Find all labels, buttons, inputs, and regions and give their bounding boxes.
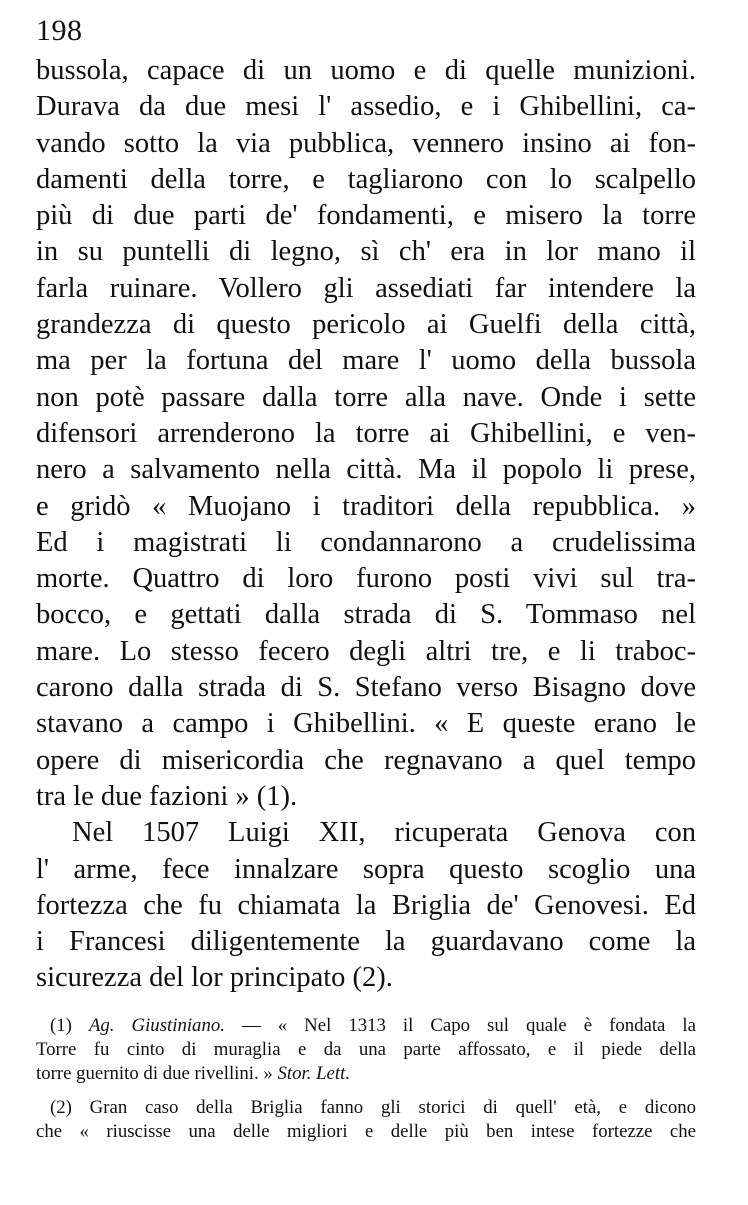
text-line: l' arme, fece innalzare sopra questo scoglio una xyxy=(36,853,696,885)
footnote-2-line: (2) Gran caso della Briglia fanno gli storici di quell' età, e dicono xyxy=(50,1097,696,1118)
text-line: mare. Lo stesso fecero degli altri tre, e li traboc- xyxy=(36,635,696,667)
text-line: in su puntelli di legno, sì ch' era in lor mano il xyxy=(36,236,696,268)
footnote-author: Ag. Giustiniano. xyxy=(88,1015,225,1036)
footnote-text: — « Nel 1313 il Capo sul quale è fondata la xyxy=(241,1015,696,1036)
main-text xyxy=(36,53,696,997)
text-line: farla ruinare. Vollero gli assediati far intendere la xyxy=(36,272,696,304)
page-number: 198 xyxy=(36,14,83,47)
footnote-text: torre guernito di due rivellini. » xyxy=(36,1063,273,1084)
footnote-1-line: Torre fu cinto di muraglia e da una parte affossato, e il piede della xyxy=(36,1039,696,1060)
text-line: Ed i magistrati li condannarono a crudelissima xyxy=(36,526,696,558)
text-line: Nel 1507 Luigi XII, ricuperata Genova con xyxy=(72,817,696,849)
text-line: grandezza di questo pericolo ai Guelfi della città, xyxy=(36,309,696,341)
footnote-marker: (1) xyxy=(50,1015,72,1036)
text-line: Durava da due mesi l' assedio, e i Ghibellini, ca- xyxy=(36,91,696,123)
text-line: vando sotto la via pubblica, vennero insino ai fon- xyxy=(36,127,696,159)
text-line: morte. Quattro di loro furono posti vivi sul tra- xyxy=(36,563,696,595)
text-line: e gridò « Muojano i traditori della repubblica. » xyxy=(36,490,696,522)
text-line: ma per la fortuna del mare l' uomo della bussola xyxy=(36,345,696,377)
text-line: stavano a campo i Ghibellini. « E queste erano le xyxy=(36,708,696,740)
footnote-1-line xyxy=(36,1062,696,1086)
text-line: damenti della torre, e tagliarono con lo scalpello xyxy=(36,163,696,195)
footnote-2-line: che « riuscisse una delle migliori e delle più ben intese fortezze che xyxy=(36,1121,696,1142)
footnote-source: Stor. Lett. xyxy=(277,1063,351,1084)
footnote-1-line xyxy=(36,1014,696,1038)
text-line: opere di misericordia che regnavano a quel tempo xyxy=(36,744,696,776)
text-line: nero a salvamento nella città. Ma il popolo li prese, xyxy=(36,454,696,486)
text-line: non potè passare dalla torre alla nave. Onde i sette xyxy=(36,381,696,413)
text-line: tra le due fazioni » (1). xyxy=(36,780,298,812)
text-line: carono dalla strada di S. Stefano verso Bisagno dove xyxy=(36,672,696,704)
text-line: bussola, capace di un uomo e di quelle munizioni. xyxy=(36,55,696,86)
footnotes xyxy=(36,1014,696,1144)
text-line: i Francesi diligentemente la guardavano come la xyxy=(36,926,696,958)
text-line: fortezza che fu chiamata la Briglia de' Genovesi. Ed xyxy=(36,889,696,921)
text-line: difensori arrenderono la torre ai Ghibellini, e ven- xyxy=(36,417,696,449)
text-line: sicurezza del lor principato (2). xyxy=(36,962,393,994)
text-line: più di due parti de' fondamenti, e misero la torre xyxy=(36,200,696,232)
text-line: bocco, e gettati dalla strada di S. Tommaso nel xyxy=(36,599,696,631)
